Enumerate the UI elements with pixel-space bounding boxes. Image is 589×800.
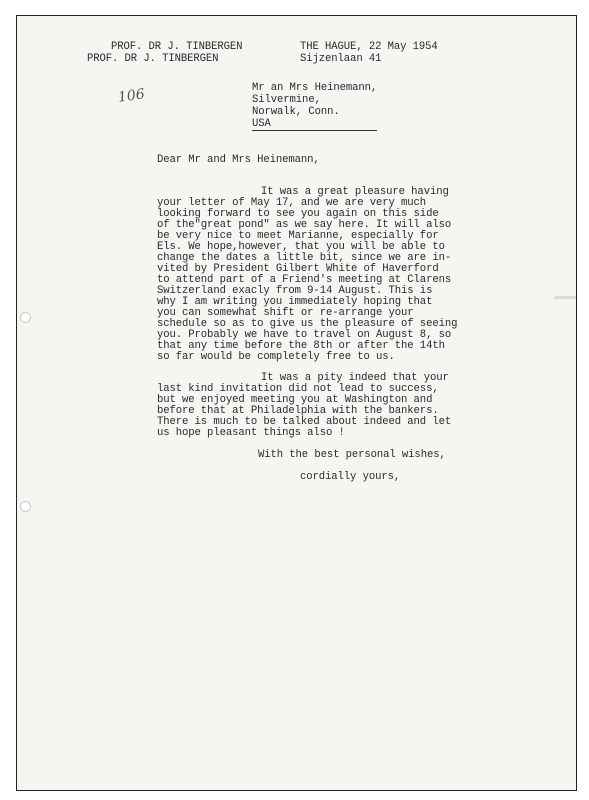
paragraph-line: so far would be completely free to us. bbox=[157, 351, 395, 363]
salutation: Dear Mr and Mrs Heinemann, bbox=[157, 154, 320, 166]
paragraph-line: looking forward to see you again on this side bbox=[157, 208, 439, 220]
handwritten-note: 106 bbox=[117, 86, 146, 106]
letterhead-name-2: PROF. DR J. TINBERGEN bbox=[87, 53, 219, 65]
paragraph-line: but we enjoyed meeting you at Washington and bbox=[157, 394, 433, 406]
letterhead-street: Sijzenlaan 41 bbox=[300, 53, 382, 65]
paragraph-line: vited by President Gilbert White of Haverford bbox=[157, 263, 439, 275]
paragraph-line: Els. We hope,however, that you will be able to bbox=[157, 241, 445, 253]
paragraph-line: to attend part of a Friend's meeting at Clarens bbox=[157, 274, 452, 286]
paragraph-line: of the"great pond" as we say here. It will also bbox=[157, 219, 452, 231]
address-line-3: Norwalk, Conn. bbox=[252, 106, 340, 118]
paragraph-line: that any time before the 8th or after the 14th bbox=[157, 340, 445, 352]
paragraph-line: be very nice to meet Marianne, especially for bbox=[157, 230, 439, 242]
punch-hole-top bbox=[20, 312, 31, 323]
letterhead-name-1: PROF. DR J. TINBERGEN bbox=[111, 41, 243, 53]
address-line-2: Silvermine, bbox=[252, 94, 321, 106]
paragraph-line: schedule so as to give us the pleasure of seeing bbox=[157, 318, 458, 330]
paragraph-line: change the dates a little bit, since we are in- bbox=[157, 252, 452, 264]
paragraph-line: Switzerland exacly from 9-14 August. This is bbox=[157, 285, 433, 297]
paragraph-line: us hope pleasant things also ! bbox=[157, 427, 345, 439]
paragraph-line: It was a great pleasure having bbox=[261, 186, 449, 198]
edge-mark bbox=[554, 296, 576, 299]
punch-hole-bottom bbox=[20, 501, 31, 512]
letter-sheet bbox=[16, 15, 577, 791]
paragraph-line: your letter of May 17, and we are very much bbox=[157, 197, 427, 209]
paragraph-line: why I am writing you immediately hoping that bbox=[157, 296, 433, 308]
paragraph-line: There is much to be talked about indeed and let bbox=[157, 416, 452, 428]
paragraph-line: before that at Philadelphia with the bankers. bbox=[157, 405, 439, 417]
address-line-4: USA bbox=[252, 118, 271, 130]
paragraph-line: It was a pity indeed that your bbox=[261, 372, 449, 384]
closing-signoff: cordially yours, bbox=[300, 471, 401, 483]
closing-wishes: With the best personal wishes, bbox=[258, 449, 446, 461]
address-line-1: Mr an Mrs Heinemann, bbox=[252, 82, 378, 94]
letterhead-place-date: THE HAGUE, 22 May 1954 bbox=[300, 41, 438, 53]
paragraph-line: last kind invitation did not lead to success, bbox=[157, 383, 439, 395]
paragraph-line: you. Probably we have to travel on August 8, so bbox=[157, 329, 452, 341]
address-underline bbox=[252, 130, 377, 131]
paragraph-line: you can somewhat shift or re-arrange your bbox=[157, 307, 414, 319]
